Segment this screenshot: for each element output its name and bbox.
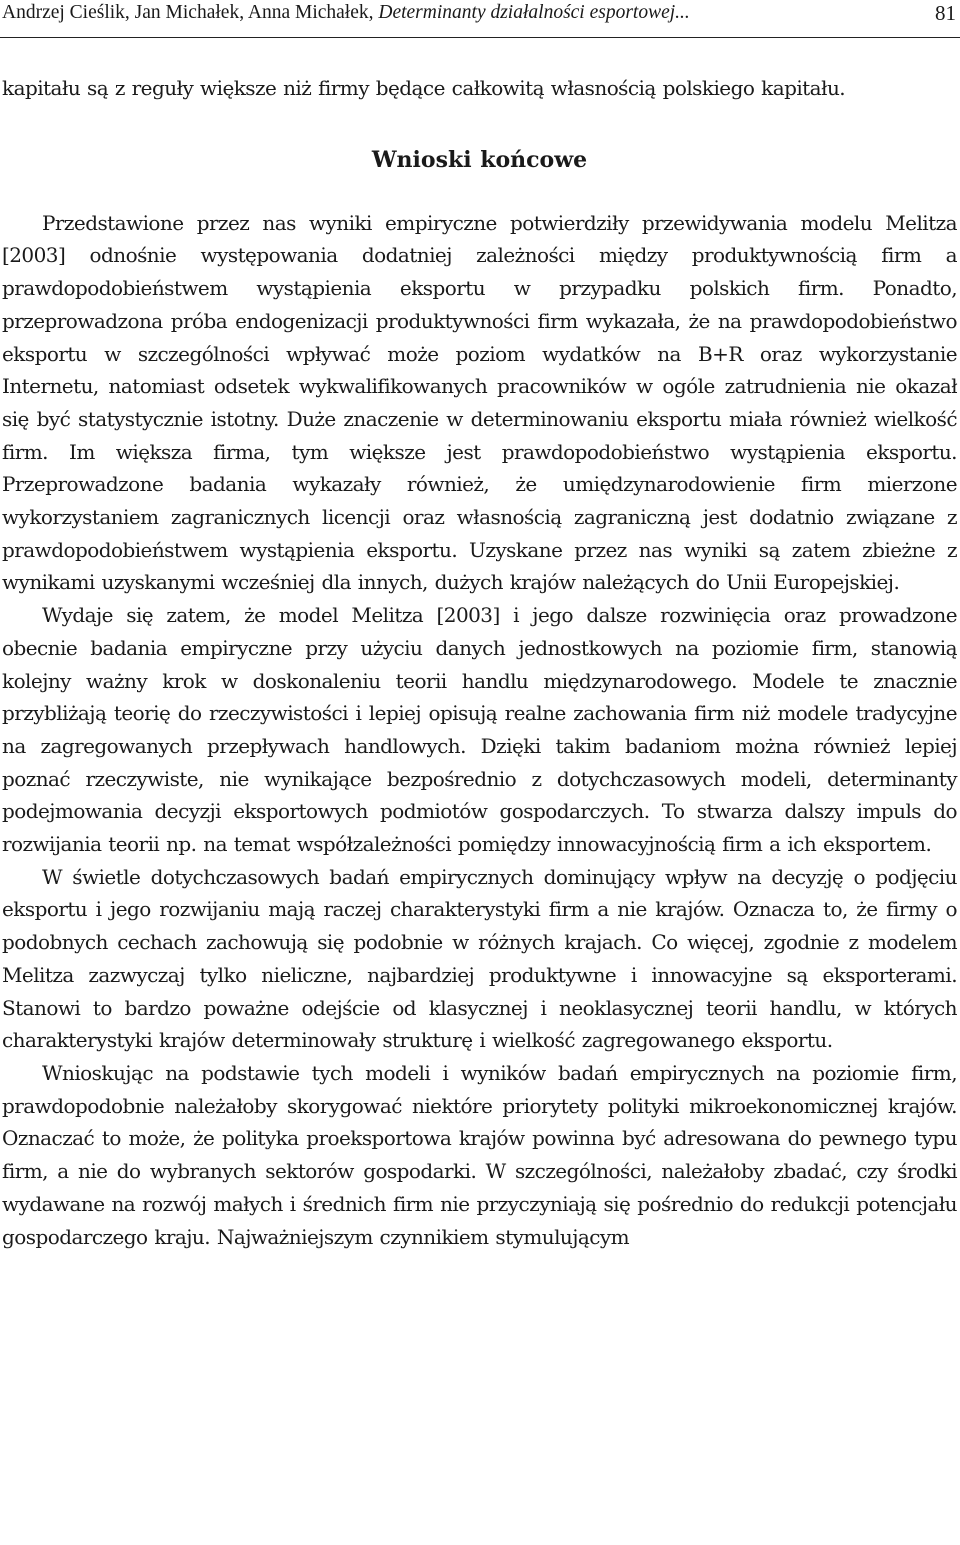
section-heading: Wnioski końcowe <box>371 146 588 173</box>
paragraph-1: Przedstawione przez nas wyniki empiryczne potwierdziły przewidywania modelu Melitza [2003] odnośnie występowania dodatniej zależności między produktywnością firm a prawdopodobieństwem wystąpienia eksportu w przypadku polskich firm. Ponadto, przeprowadzona próba endogenizacji produktywności firm wykazała, że na prawdopodobieństwo eksportu w szczególności wpływać może poziom wydatków na B+R oraz wykorzystanie Internetu, natomiast odsetek wykwalifikowanych pracowników w ogóle zatrudnienia nie okazał się być statystycznie istotny. Duże znaczenie w determinowaniu eksportu miała również wielkość firm. Im większa firma, tym większe jest prawdopodobieństwo wystąpienia eksportu. Przeprowadzone badania wykazały również, że umiędzynarodowienie firm mierzone wykorzystaniem zagranicznych licencji oraz własnością zagraniczną jest dodatnio związane z prawdopodobieństwem wystąpienia eksportu. Uzyskane przez nas wyniki są zatem zbieżne z wynikami uzyskanymi wcześniej dla innych, dużych krajów należących do Unii Europejskiej. <box>2 210 957 595</box>
continuation-paragraph: kapitału są z reguły większe niż firmy będące całkowitą własnością polskiego kapitału. <box>2 76 846 100</box>
main-text <box>2 72 957 1253</box>
header-citation <box>2 0 690 26</box>
header-rule <box>0 37 960 38</box>
paragraph-3: W świetle dotychczasowych badań empirycznych dominujący wpływ na decyzję o podjęciu eksportu i jego rozwijaniu mają raczej charakterystyki firm a nie krajów. Oznacza to, że firmy o podobnych cechach zachowują się podobnie w różnych krajach. Co więcej, zgodnie z modelem Melitza zazwyczaj tylko nieliczne, najbardziej produktywne i innowacyjne są eksporterami. Stanowi to bardzo poważne odejście od klasycznej i neoklasycznej teorii handlu, w których charakterystyki krajów determinowały strukturę i wielkość zagregowanego eksportu. <box>2 864 957 1053</box>
page-number: 81 <box>935 1 956 25</box>
paragraph-2: Wydaje się zatem, że model Melitza [2003] i jego dalsze rozwinięcia oraz prowadzone obecnie badania empiryczne przy użyciu danych jednostkowych na poziomie firm, stanowią kolejny ważny krok w doskonaleniu teorii handlu międzynarodowego. Modele te znacznie przybliżają teorię do rzeczywistości i lepiej opisują realne zachowania firm niż modele tradycyjne na zagregowanych przepływach handlowych. Dzięki takim badaniom można również lepiej poznać rzeczywiste, nie wynikające bezpośrednio z dotychczasowych modeli, determinanty podejmowania decyzji eksportowych podmiotów gospodarczych. To stwarza dalszy impuls do rozwijania teorii np. na temat współzależności pomiędzy innowacyjnością firm a ich eksportem. <box>2 603 957 857</box>
running-header <box>2 0 956 32</box>
header-authors: Andrzej Cieślik, Jan Michałek, Anna Michałek, <box>2 2 379 23</box>
header-article-title: Determinanty działalności esportowej... <box>378 2 690 23</box>
paragraph-4: Wnioskując na podstawie tych modeli i wyników badań empirycznych na poziomie firm, prawdopodobnie należałoby skorygować niektóre priorytety polityki mikroekonomicznej krajów. Oznaczać to może, że polityka proeksportowa krajów powinna być adresowana do pewnego typu firm, a nie do wybranych sektorów gospodarki. W szczególności, należałoby zbadać, czy środki wydawane na rozwój małych i średnich firm nie przyczyniają się pośrednio do redukcji potencjału gospodarczego kraju. Najważniejszym czynnikiem stymulującym <box>2 1060 957 1249</box>
